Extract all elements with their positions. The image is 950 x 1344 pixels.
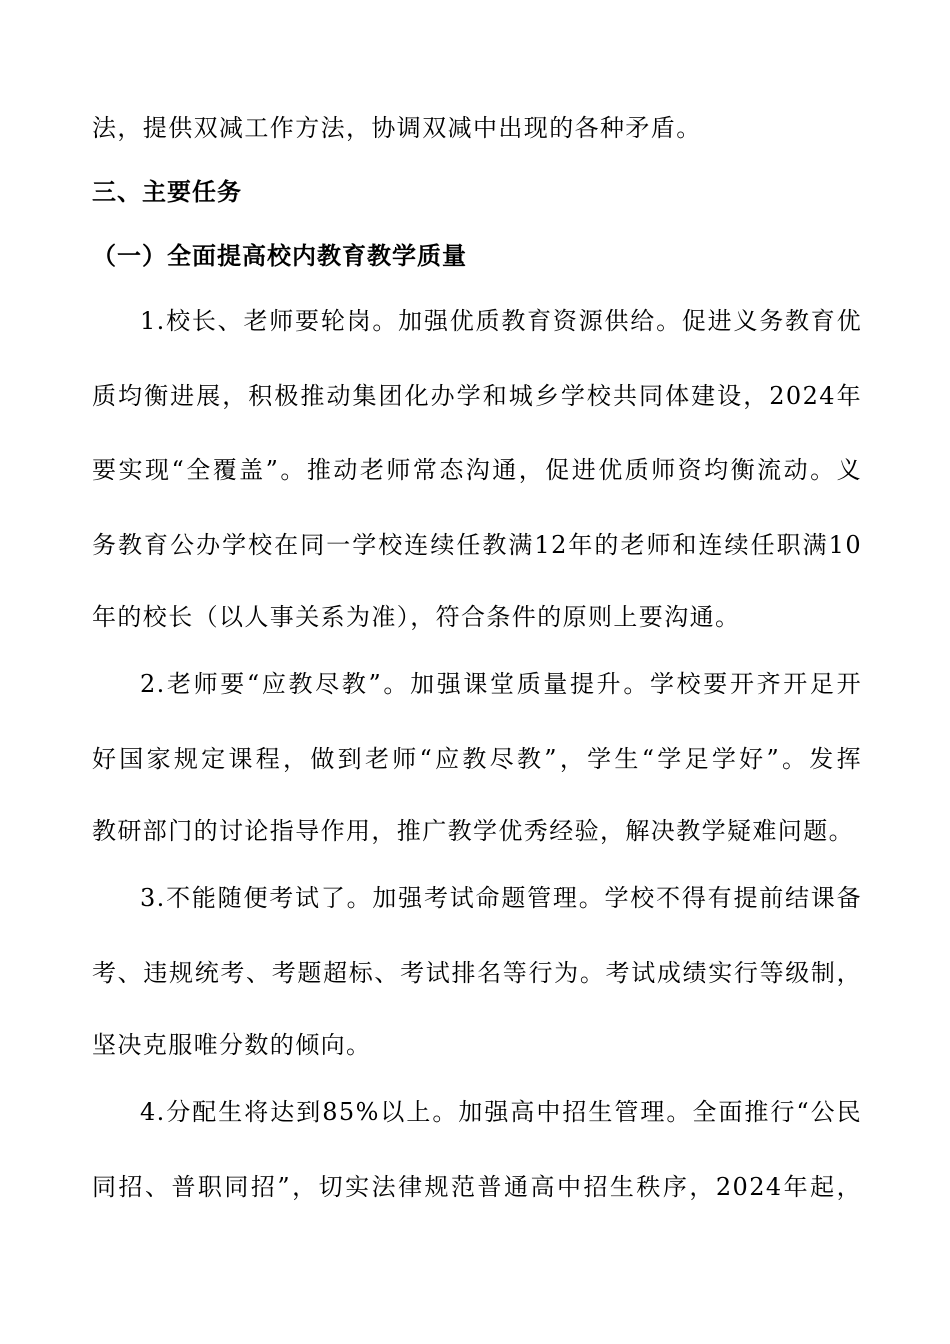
paragraph-line: 要实现“全覆盖”。推动老师常态沟通，促进优质师资均衡流动。义 bbox=[92, 456, 862, 484]
paragraph-line: 年的校长（以人事关系为准），符合条件的原则上要沟通。 bbox=[92, 603, 741, 631]
paragraph-line: 考、违规统考、考题超标、考试排名等行为。考试成绩实行等级制， bbox=[92, 959, 862, 987]
paragraph-line: 好国家规定课程，做到老师“应教尽教”，学生“学足学好”。发挥 bbox=[92, 745, 862, 773]
paragraph-line: 1.校长、老师要轮岗。加强优质教育资源供给。促进义务教育优 bbox=[140, 307, 862, 335]
paragraph-line: 坚决克服唯分数的倾向。 bbox=[92, 1031, 372, 1059]
subsection-heading: （一）全面提高校内教育教学质量 bbox=[92, 242, 467, 270]
paragraph-line: 2.老师要“应教尽教”。加强课堂质量提升。学校要开齐开足开 bbox=[140, 670, 862, 698]
paragraph-line: 4.分配生将达到85%以上。加强高中招生管理。全面推行“公民 bbox=[140, 1098, 862, 1126]
paragraph-line: 质均衡进展，积极推动集团化办学和城乡学校共同体建设，2024年 bbox=[92, 382, 862, 410]
paragraph-line: 3.不能随便考试了。加强考试命题管理。学校不得有提前结课备 bbox=[140, 884, 862, 912]
paragraph-line: 同招、普职同招”，切实法律规范普通高中招生秩序，2024年起， bbox=[92, 1173, 862, 1201]
section-heading: 三、主要任务 bbox=[92, 178, 242, 206]
paragraph-line: 务教育公办学校在同一学校连续任教满12年的老师和连续任职满10 bbox=[92, 531, 862, 559]
paragraph-line: 教研部门的讨论指导作用，推广教学优秀经验，解决教学疑难问题。 bbox=[92, 817, 854, 845]
paragraph-line: 法，提供双减工作方法，协调双减中出现的各种矛盾。 bbox=[92, 114, 702, 142]
